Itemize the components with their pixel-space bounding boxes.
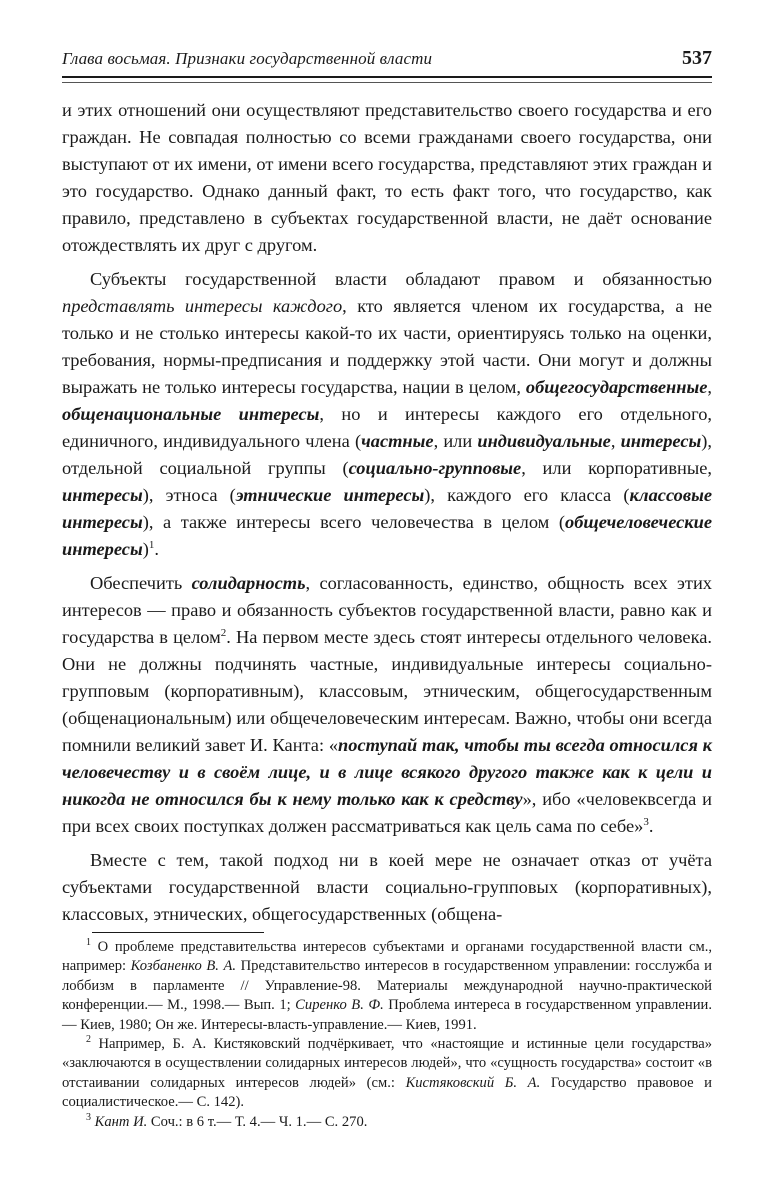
footnote-2-text-2: Государство правовое и социалистическое.— С. 142).: [62, 1074, 712, 1111]
p2-text-12: ): [142, 538, 149, 559]
p2-text-7: ), отдельной социальной группы (: [62, 430, 713, 478]
running-title: Глава восьмая. Признаки государственной власти: [62, 49, 433, 68]
main-text: [62, 97, 712, 928]
p4-text: Вместе с тем, такой подход ни в коей мере не означает отказ от учёта субъектами государственной власти социально-групповых (корпоративных), классовых, этнических, общегосударственных (общена-: [62, 850, 712, 925]
p2-text-3: ,: [707, 377, 712, 398]
paragraph-4: [62, 847, 712, 928]
p3-text-1: Обеспечить: [90, 573, 192, 594]
p2-text-6: ,: [610, 430, 621, 451]
footnote-2-author: Кистяковский Б. А.: [405, 1074, 541, 1091]
p1-text: и этих отношений они осуществляют представительство своего государства и его граждан. Не совпадая полностью со всеми гражданами своего государства, они выступают от их имени, от имени всего государства, представляют этих граждан и это государство. Однако данный факт, то есть факт того, что государство, как правило, представлено в субъектах государственной власти, не даёт основание отождествлять их друг с другом.: [62, 100, 712, 255]
footnote-3: [62, 1113, 712, 1132]
p2-emph-1: общегосударственные: [525, 377, 708, 398]
footnote-separator: [92, 932, 264, 933]
p3-text-4: », ибо «человеквсегда и при всех своих поступках должен рассматриваться как цель сама по себе»: [62, 788, 713, 836]
p2-text-5: , или: [433, 430, 478, 451]
p3-emph-1: солидарность: [191, 573, 306, 594]
p2-text-2: , кто является членом их государства, а не только и не столько интересы какой-то их части, ориентируясь только на оценки, требования, нормы-предписания и поддержку этой части. Они могут и должны выражать не только интересы государства, нации в целом,: [62, 296, 712, 398]
footnote-ref-3: 3: [643, 815, 649, 828]
footnote-1-text-3: Проблема интереса в государственном управлении.— Киев, 1980; Он же. Интересы-власть-управление.— Киев, 1991.: [62, 997, 712, 1033]
p3-kant-quote: поступай так, чтобы ты всегда относился к человечеству и в своём лице, и в лице всякого другого также как к цели и никогда не относился бы к нему только как к средству: [62, 734, 712, 809]
header-rule-thin: [62, 82, 712, 83]
p2-italic-1: представлять интересы каждого: [62, 296, 343, 317]
p2-text-11: ), а также интересы всего человечества в целом (: [142, 511, 566, 532]
p2-text-4: , но и интересы каждого его отдельного, единичного, индивидуального члена (: [62, 403, 712, 451]
p2-text-1: Субъекты государственной власти обладают правом и обязанностью: [90, 269, 712, 290]
footnote-1-author-1: Козбаненко В. А.: [130, 958, 237, 975]
p2-emph-10: общечеловеческие интересы: [62, 511, 712, 559]
footnote-1-number: 1: [86, 937, 91, 949]
p2-text-10: ), каждого его класса (: [424, 484, 630, 505]
paragraph-3: [62, 570, 712, 839]
footnote-3-text-2: Соч.: в 6 т.— Т. 4.— Ч. 1.— С. 270.: [147, 1113, 368, 1130]
footnote-2: [62, 1035, 712, 1113]
p2-emph-6: социально-групповые: [348, 457, 522, 478]
p2-emph-3: частные: [361, 430, 434, 451]
p2-emph-4: индивидуальные: [477, 430, 611, 451]
p2-text-9: ), этноса (: [142, 484, 236, 505]
p3-text-3: . На первом месте здесь стоят интересы отдельного человека. Они не должны подчинять частные, индивидуальные интересы социально-групповым (корпоративным), классовым, этническим, общегосударственным (общенациональным) или общечеловеческим интересам. Важно, чтобы они всегда помнили великий завет И. Канта: «: [62, 627, 713, 755]
footnotes: [62, 938, 712, 1132]
p2-emph-2: общенациональные интересы: [62, 403, 320, 424]
footnote-1-text-1: О проблеме представительства интересов субъектами и органами государственной власти см., например:: [62, 939, 712, 975]
paragraph-1: [62, 97, 712, 258]
p2-emph-8: этнические интересы: [235, 484, 425, 505]
footnote-ref-2: 2: [220, 627, 227, 640]
p2-text-8: , или корпоративные,: [521, 457, 712, 478]
footnote-2-text-1: Например, Б. А. Кистяковский подчёркивает, что «настоящие и истинные цели государства» «заключаются в осуществлении солидарных интересов людей», что «сущность государства» состоит «в отстаивании солидарных интересов людей» (см.:: [62, 1036, 712, 1091]
p2-text-13: .: [154, 538, 159, 559]
footnote-3-number: 3: [86, 1111, 91, 1123]
footnote-1: [62, 938, 712, 1035]
footnote-1-text-2: Представительство интересов в государственном управлении: госслужба и лоббизм в парламенте // Управление-98. Материалы международной научно-практической конференции.— М., 1998.— Вып. 1;: [62, 958, 712, 1014]
p2-emph-5: интересы: [620, 430, 702, 451]
p2-emph-7: интересы: [62, 484, 143, 505]
p3-text-5: .: [648, 815, 654, 836]
header-rule-thick: [62, 76, 712, 78]
paragraph-2: [62, 266, 712, 562]
footnote-1-author-2: Сиренко В. Ф.: [295, 997, 384, 1014]
footnote-2-number: 2: [86, 1034, 91, 1046]
footnote-3-author: Кант И.: [94, 1113, 148, 1130]
footnote-ref-1: 1: [148, 538, 155, 551]
p2-emph-9: классовые интересы: [62, 484, 712, 532]
page-number: 537: [682, 47, 712, 69]
running-head: [62, 44, 712, 74]
p3-text-2: , согласованность, единство, общность всех этих интересов — право и обязанность субъектов государственной власти, равно как и государства в целом: [62, 573, 712, 648]
